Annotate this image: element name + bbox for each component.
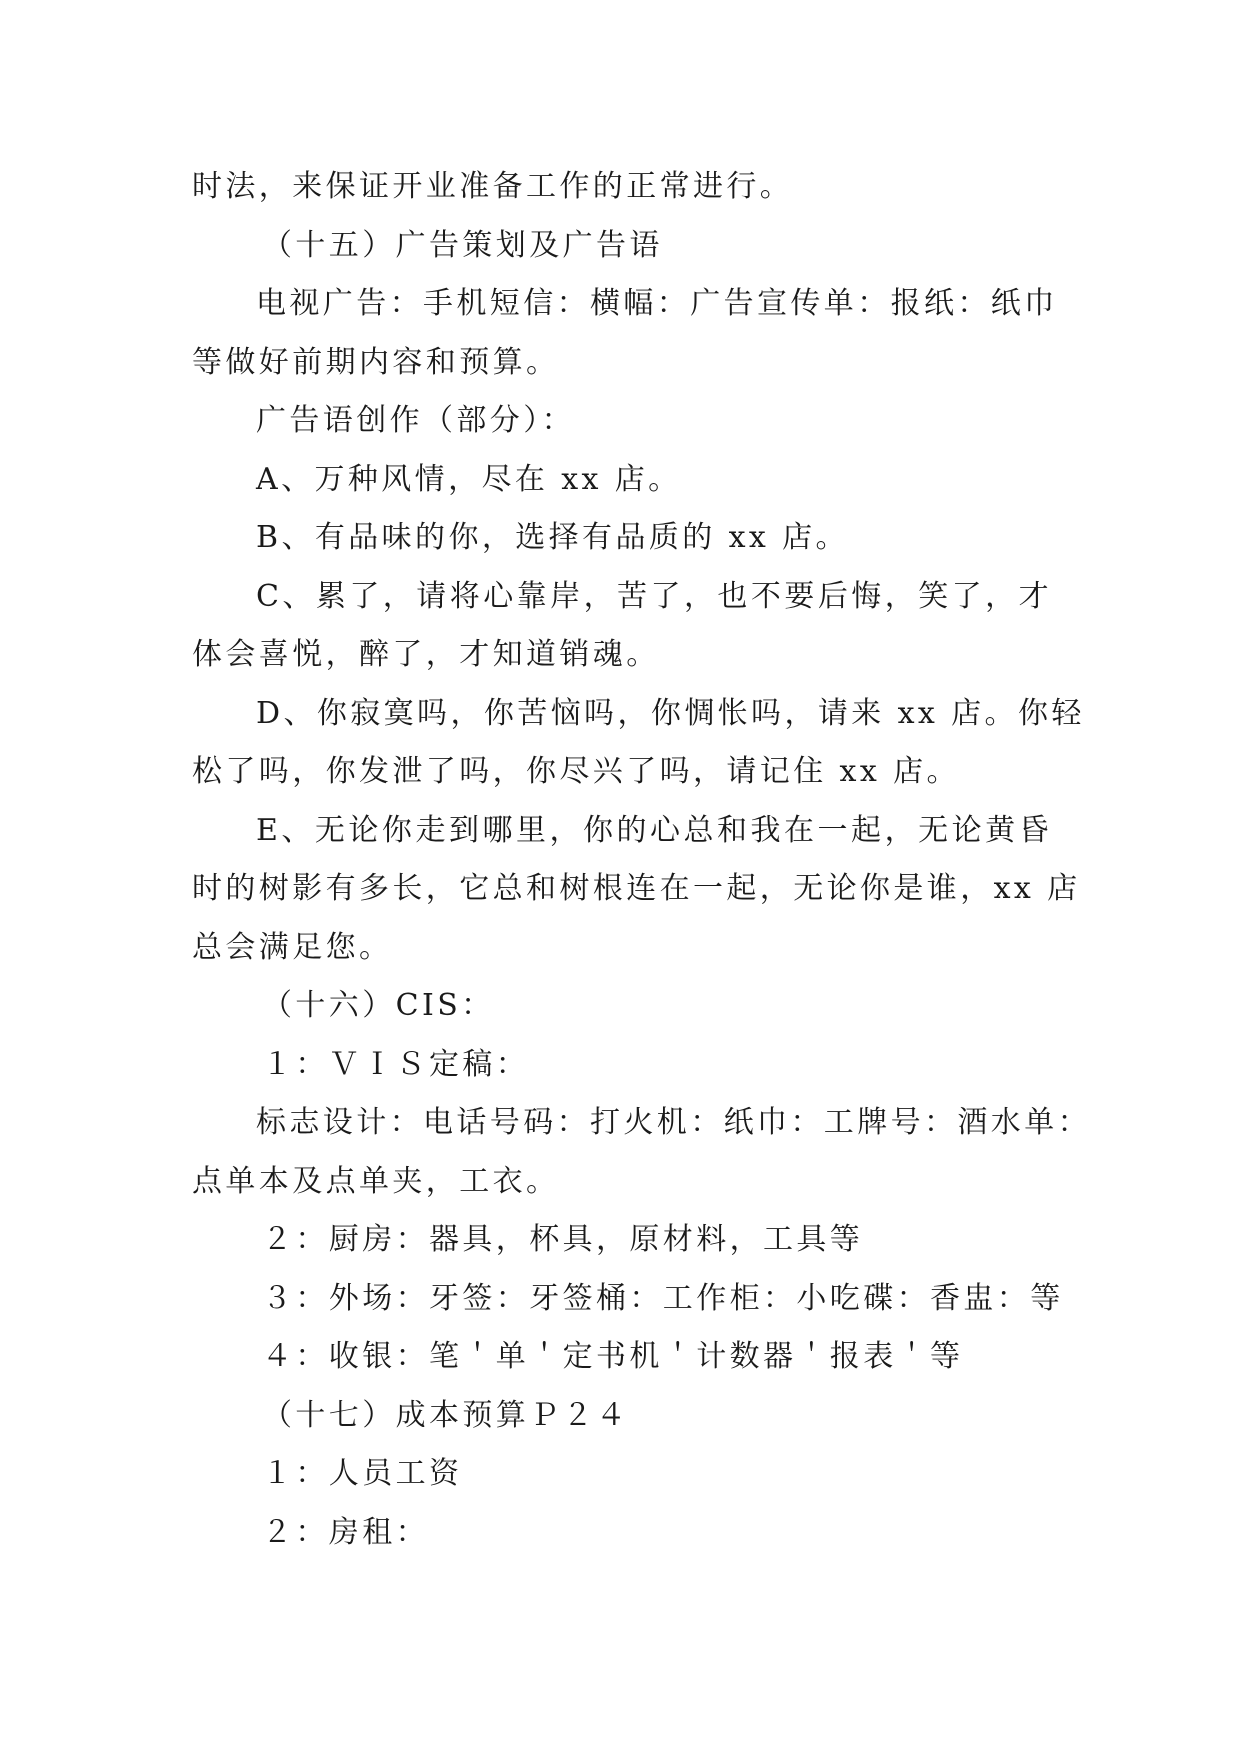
list-item: ２：厨房：器具，杯具，原材料，工具等 — [262, 1222, 864, 1257]
paragraph-line: 点单本及点单夹，工衣。 — [192, 1163, 560, 1199]
paragraph-line: 时法，来保证开业准备工作的正常进行。 — [192, 169, 794, 204]
section-heading-16: （十六）CIS： — [262, 988, 495, 1023]
list-item: １：ＶＩＳ定稿： — [262, 1046, 530, 1082]
paragraph-line: 广告语创作（部分）： — [256, 403, 575, 438]
section-heading-15: （十五）广告策划及广告语 — [262, 227, 663, 263]
list-item: ４：收银：笔＇单＇定书机＇计数器＇报表＇等 — [262, 1339, 964, 1374]
slogan-c-continued: 体会喜悦，醉了，才知道销魂。 — [192, 637, 660, 672]
section-heading-17: （十七）成本预算Ｐ２４ — [262, 1397, 630, 1433]
slogan-e: E、无论你走到哪里，你的心总和我在一起，无论黄昏 — [256, 812, 1052, 848]
slogan-c: C、累了，请将心靠岸，苦了，也不要后悔，笑了，才 — [256, 578, 1052, 614]
slogan-a: A、万种风情，尽在 xx 店。 — [256, 461, 682, 497]
slogan-d: D、你寂寞吗，你苦恼吗，你惆怅吗，请来 xx 店。你轻 — [256, 695, 1085, 731]
document-body — [192, 158, 1091, 1562]
list-item: ２：房租： — [262, 1514, 429, 1550]
list-item: １：人员工资 — [262, 1456, 463, 1491]
slogan-d-continued: 松了吗，你发泄了吗，你尽兴了吗，请记住 xx 店。 — [192, 754, 960, 789]
slogan-e-end: 总会满足您。 — [192, 929, 393, 965]
paragraph-line: 等做好前期内容和预算。 — [192, 344, 560, 380]
slogan-e-continued: 时的树影有多长，它总和树根连在一起，无论你是谁，xx 店 — [192, 871, 1081, 906]
paragraph-line: 标志设计：电话号码：打火机：纸巾：工牌号：酒水单： — [256, 1105, 1091, 1140]
slogan-b: B、有品味的你，选择有品质的 xx 店。 — [256, 520, 849, 555]
paragraph-line: 电视广告：手机短信：横幅：广告宣传单：报纸：纸巾 — [256, 286, 1058, 321]
list-item: ３：外场：牙签：牙签桶：工作柜：小吃碟：香盅：等 — [262, 1280, 1064, 1316]
